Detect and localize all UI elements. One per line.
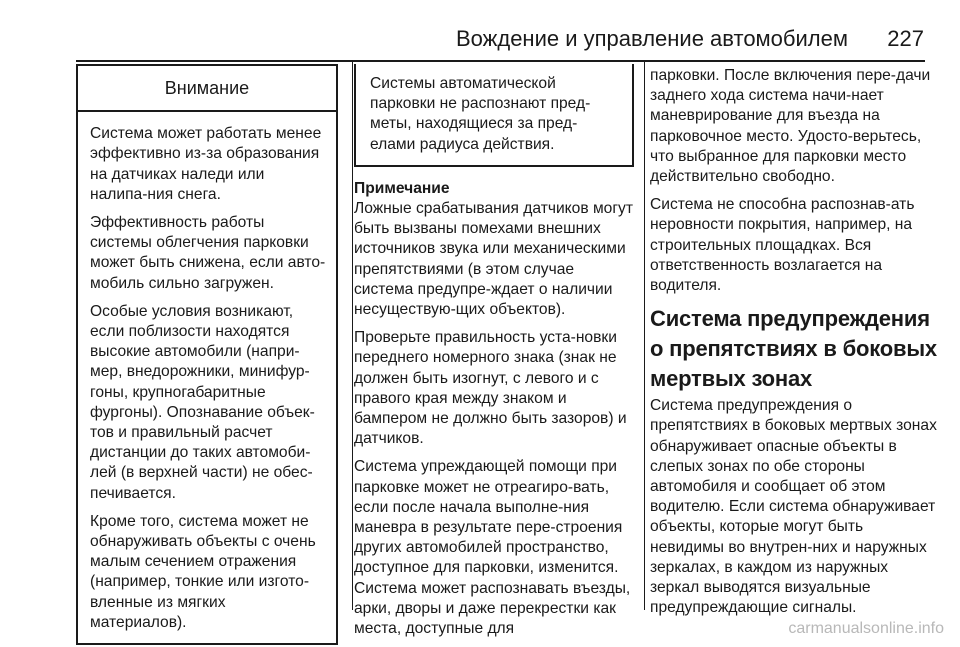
- warning-paragraph: Кроме того, система может не обнаруживать объекты с очень малым сечением отражения (например, тонкие или изгото-вленные из мягких материалов).: [90, 512, 316, 631]
- column-right: [650, 66, 940, 626]
- body-paragraph: парковки. После включения пере-дачи заднего хода система начи-нает маневрирование для въезда на парковочное место. Удосто-верьтесь, что выбранное для парковки место действительно свободно.: [650, 67, 931, 186]
- note-title: Примечание: [354, 179, 450, 197]
- page-number: 227: [887, 26, 924, 51]
- warning-paragraph: Система может работать менее эффективно из-за образования на датчиках наледи или налипа-ния снега.: [90, 125, 322, 203]
- body-paragraph: Проверьте правильность уста-новки переднего номерного знака (знак не должен быть изогнут, с левого и с правого края между знаком и бампером не должно быть зазоров) и датчиков.: [354, 329, 627, 448]
- warning-box: [76, 64, 338, 645]
- warning-box-continued: Системы автоматической парковки не распознают пред-меты, находящиеся за пред-елами радиуса действия.: [354, 64, 634, 167]
- column-middle: [354, 64, 634, 647]
- body-paragraph: Система упреждающей помощи при парковке может не отреагиро-вать, если после начала выполне-ния маневра в результате пере-строения других автомобилей пространство, доступное для парковки, изменится. Система может распознавать въезды, арки, дворы и даже перекрестки как места, доступные для: [354, 458, 631, 638]
- section-heading: Система предупреждения о препятствиях в боковых мертвых зонах: [650, 306, 937, 392]
- page-header-title: Вождение и управление автомобилем: [455, 26, 848, 51]
- note-paragraph: Ложные срабатывания датчиков могут быть вызваны помехами внешних источников звука или механическими препятствиями (в этом случае система предупре-ждает о наличии несуществую-щих объектов).: [354, 200, 633, 319]
- warning-title: Внимание: [78, 64, 336, 112]
- section-paragraph: Система предупреждения о препятствиях в боковых мертвых зонах обнаруживает опасные объекты в слепых зонах по обе стороны автомобиля и сообщает об этом водителю. Если система обнаруживает объекты, которые могут быть невидимы во внутрен-них и наружных зеркалах, в каждом из наружных зеркал выводятся визуальные предупреждающие сигналы.: [650, 397, 937, 617]
- warning-paragraph: Эффективность работы системы облегчения парковки может быть снижена, если авто-мобиль сильно загружен.: [90, 214, 326, 292]
- body-paragraph: Система не способна распознав-ать неровности покрытия, например, на строительных площадках. Вся ответственность возлагается на водителя.: [650, 196, 915, 295]
- column-divider-right: [644, 62, 645, 610]
- watermark: carmanualsonline.info: [788, 620, 944, 637]
- warning-paragraph: Особые условия возникают, если поблизости находятся высокие автомобили (напри-мер, внедорожники, минифур-гоны, крупногабаритные фургоны). Опознавание объек-тов и правильный расчет дистанции до таких автомоби-лей (в верхней части) не обес-печивается.: [90, 302, 315, 502]
- warning-body: [78, 112, 336, 643]
- column-divider-left: [352, 62, 353, 610]
- header-rule: [76, 60, 925, 62]
- column-left: [76, 64, 338, 645]
